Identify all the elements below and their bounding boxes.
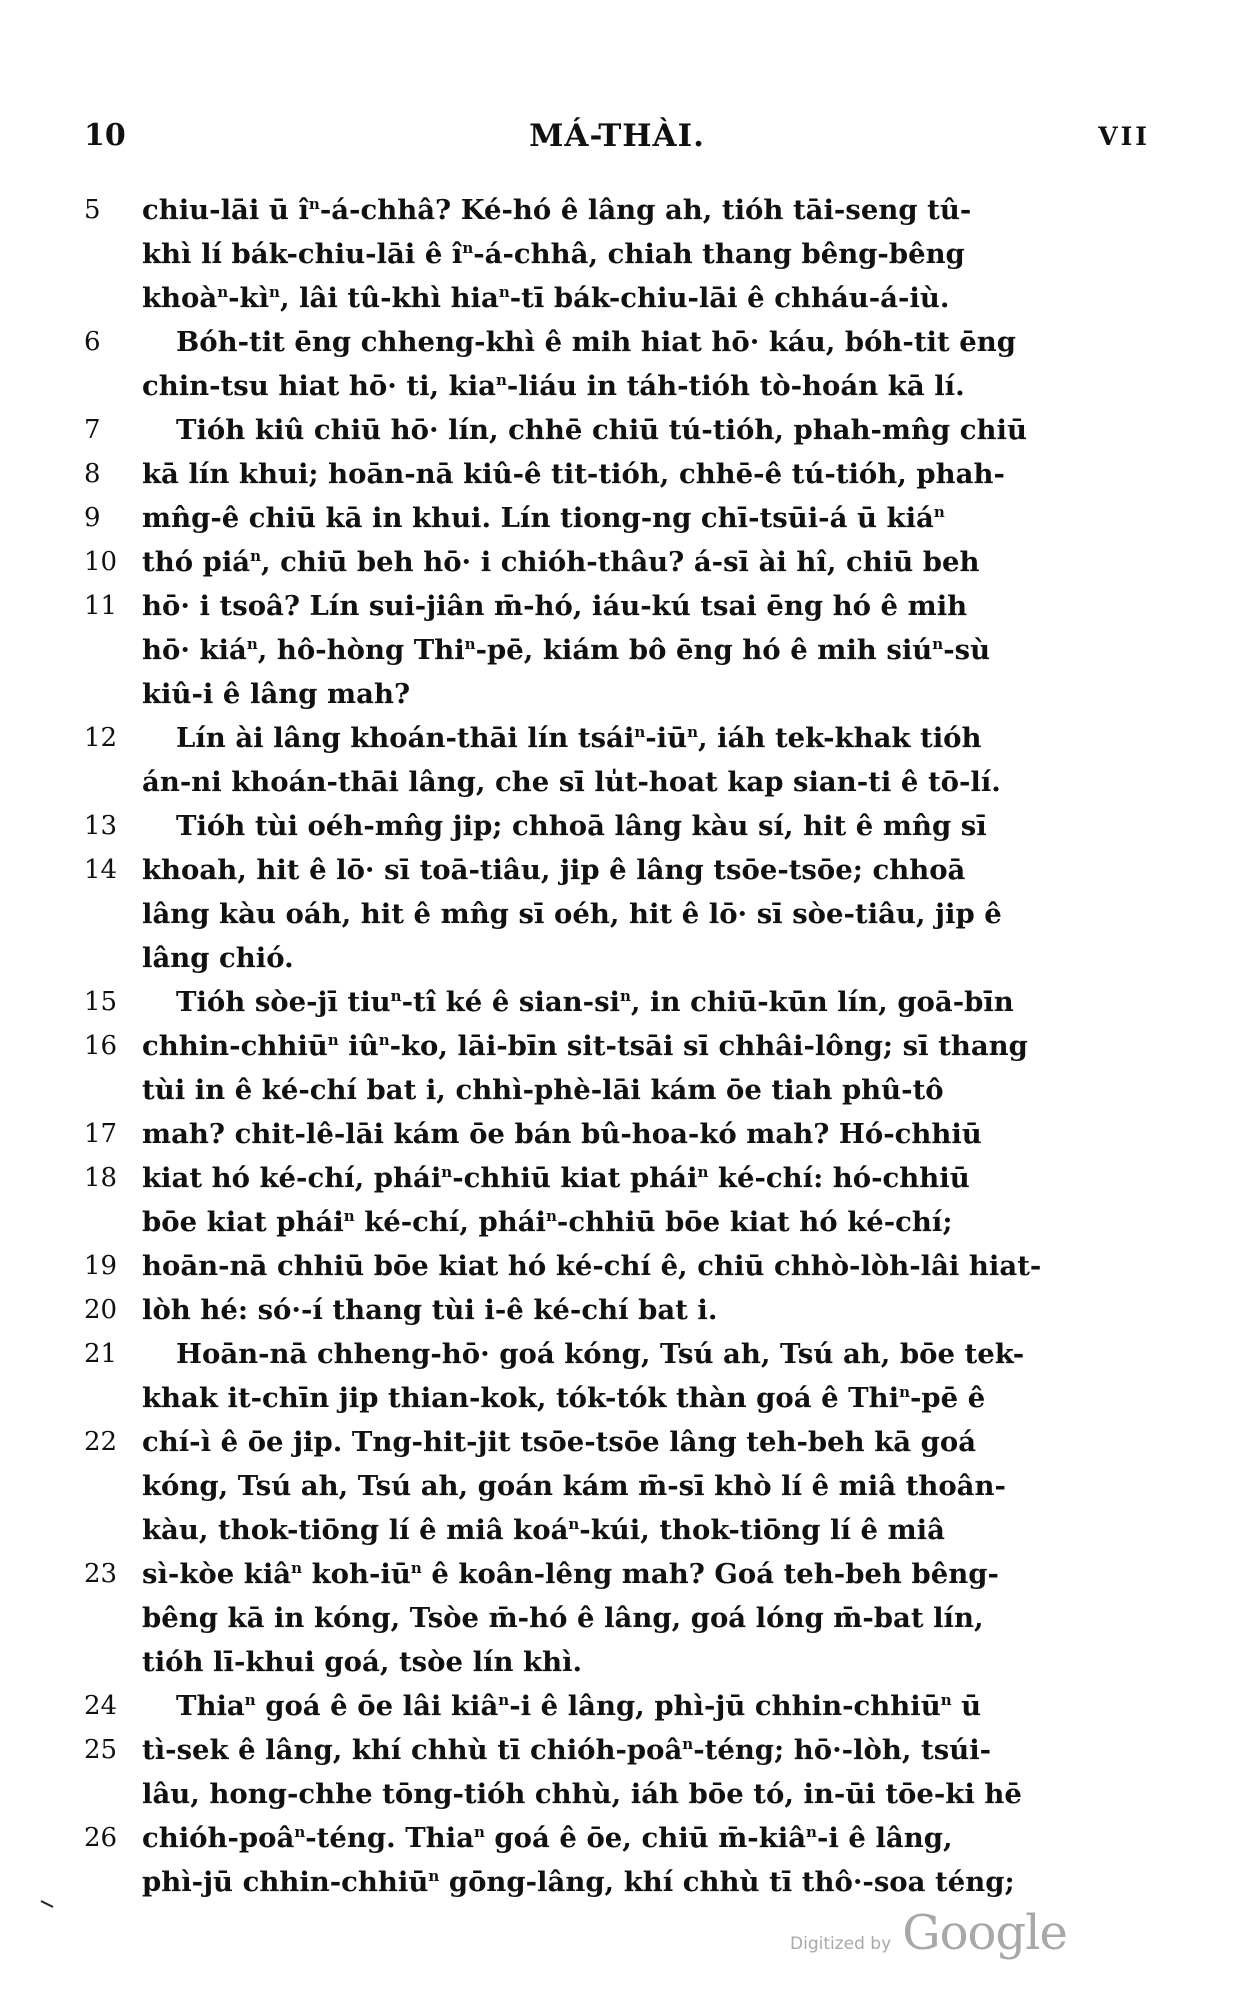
nasal-superscript: n	[473, 1822, 485, 1841]
verse-number: 10	[84, 547, 118, 577]
verse-number: 16	[84, 1031, 118, 1061]
text-line	[84, 1596, 1154, 1640]
nasal-superscript: n	[308, 194, 320, 213]
text-line	[84, 1244, 1154, 1288]
line-text: chí-ì ê ōe jip. Tng-hit-jit tsōe-tsōe lâng teh-beh kā goá	[142, 1426, 977, 1458]
verse-number: 22	[84, 1427, 118, 1457]
nasal-superscript: n	[462, 238, 474, 257]
nasal-superscript: n	[634, 722, 646, 741]
verse-number: 13	[84, 811, 118, 841]
line-text: Hoān-nā chheng-hō· goá kóng, Tsú ah, Tsú ah, bōe tek-	[176, 1338, 1025, 1370]
text-line	[84, 1112, 1154, 1156]
verse-number: 6	[84, 327, 101, 357]
chapter-number: VII	[1098, 122, 1150, 151]
nasal-superscript: n	[378, 1030, 390, 1049]
text-line	[84, 804, 1154, 848]
line-text: $khoà^n-kì^n$, lâi tû-khì hia$^n$-tī bák-chiu-lāi ê chháu-á-iù.	[142, 282, 950, 314]
verse-number: 25	[84, 1735, 118, 1765]
line-text: hoān-nā chhiū bōe kiat hó ké-chí ê, chiū chhò-lòh-lâi hiat-	[142, 1250, 1042, 1282]
text-line	[84, 540, 1154, 584]
line-text: bêng kā in kóng, Tsòe m̄-hó ê lâng, goá lóng m̄-bat lín,	[142, 1602, 984, 1634]
text-line	[84, 1024, 1154, 1068]
nasal-superscript: n	[940, 1690, 952, 1709]
nasal-superscript: n	[933, 502, 945, 521]
line-text: bōe kiat phái$^n$ ké-chí, phái$^n$-chhiū bōe kiat hó ké-chí;	[142, 1206, 953, 1238]
line-text: kā lín khui; hoān-nā kiû-ê tit-tióh, chhē-ê tú-tióh, phah-	[142, 458, 1005, 490]
line-text: thó piá$^n$, chiū beh hō· i chióh-thâu? á-sī ài hî, chiū beh	[142, 546, 980, 578]
digitized-label: Digitized by	[790, 1934, 892, 1954]
text-line	[84, 452, 1154, 496]
text-line	[84, 760, 1154, 804]
line-text: Bóh-tit ēng chheng-khì ê mih hiat hō· káu, bóh-tit ēng	[176, 326, 1016, 358]
nasal-superscript: n	[932, 634, 944, 653]
line-text: mn̂g-ê chiū kā in khui. Lín tiong-ng chī-tsūi-á ū kiá$^n$	[142, 502, 945, 534]
line-text: khoah, hit ê lō· sī toā-tiâu, jip ê lâng tsōe-tsōe; chhoā	[142, 854, 966, 886]
text-line	[84, 1068, 1154, 1112]
line-text: sì-kòe kiâ$^n$ koh-$iū^n$ ê koân-lêng mah? Goá teh-beh bêng-	[142, 1558, 999, 1590]
text-line	[84, 1860, 1154, 1904]
line-text: chin-tsu hiat hō· ti, kia$^n$-liáu in táh-tióh tò-hoán kā lí.	[142, 370, 965, 402]
line-text: kiat hó ké-chí, phái$^n$-chhiū kiat phái$^n$ ké-chí: hó-chhiū	[142, 1162, 970, 1194]
nasal-superscript: n	[464, 634, 476, 653]
text-line	[84, 320, 1154, 364]
running-title: MÁ-THÀI.	[529, 118, 705, 154]
verse-number: 26	[84, 1823, 118, 1853]
line-text: hō· kiá$^n$, hô-hòng Thi$^n$-pē, kiám bô ēng hó ê mih siú$^n$-sù	[142, 634, 991, 666]
text-line	[84, 1552, 1154, 1596]
line-text: Tióh kiû chiū hō· lín, chhē chiū tú-tióh, phah-mn̂g chiū	[176, 414, 1027, 446]
nasal-superscript: n	[498, 282, 510, 301]
verse-number: 24	[84, 1691, 118, 1721]
nasal-superscript: n	[269, 282, 280, 301]
nasal-superscript: n	[250, 546, 262, 565]
line-text: chióh-poâ$^n$-téng. Thia$^n$ goá ê ōe, chiū m̄-kiâ$^n$-i ê lâng,	[142, 1822, 953, 1854]
text-line	[84, 672, 1154, 716]
nasal-superscript: n	[343, 1206, 355, 1225]
verse-number: 15	[84, 987, 118, 1017]
line-text: mah? chit-lê-lāi kám ōe bán bû-hoa-kó mah? Hó-chhiū	[142, 1118, 982, 1150]
verse-number: 12	[84, 723, 118, 753]
text-line	[84, 1816, 1154, 1860]
verse-number: 9	[84, 503, 101, 533]
nasal-superscript: n	[291, 1558, 303, 1577]
line-text: lòh hé: só·-í thang tùi i-ê ké-chí bat i.	[142, 1294, 718, 1326]
verse-number: 11	[84, 591, 118, 621]
line-text: kóng, Tsú ah, Tsú ah, goán kám m̄-sī khò lí ê miâ thoân-	[142, 1470, 1006, 1502]
line-text: tióh lī-khui goá, tsòe lín khì.	[142, 1646, 583, 1678]
nasal-superscript: n	[428, 1866, 440, 1885]
text-line	[84, 496, 1154, 540]
text-line	[84, 1420, 1154, 1464]
line-text: tì-sek ê lâng, khí chhù tī chióh-poâ$^n$-téng; hō·-lòh, tsúi-	[142, 1734, 992, 1766]
nasal-superscript: n	[441, 1162, 453, 1181]
line-text: phì-jū chhin-chhiū$^n$ gōng-lâng, khí chhù tī thô·-soa téng;	[142, 1866, 1015, 1898]
nasal-superscript: n	[568, 1514, 580, 1533]
text-line	[84, 716, 1154, 760]
line-text: kàu, thok-tiōng lí ê miâ koá$^n$-kúi, thok-tiōng lí ê miâ	[142, 1514, 945, 1546]
text-line	[84, 1156, 1154, 1200]
verse-number: 14	[84, 855, 118, 885]
text-line	[84, 936, 1154, 980]
text-line	[84, 628, 1154, 672]
corner-mark	[40, 1900, 54, 1908]
text-line	[84, 848, 1154, 892]
digitized-watermark	[790, 1905, 1067, 1961]
verse-number: 5	[84, 195, 101, 225]
text-line	[84, 1684, 1154, 1728]
nasal-superscript: n	[546, 1206, 557, 1225]
line-text: Lín ài lâng khoán-thāi lín $tsái^n-iū^n$, iáh tek-khak tióh	[176, 722, 982, 754]
text-line	[84, 364, 1154, 408]
text-line	[84, 892, 1154, 936]
text-line	[84, 276, 1154, 320]
line-text: Tióh tùi oéh-mn̂g jip; chhoā lâng kàu sí, hit ê mn̂g sī	[176, 810, 987, 842]
text-line	[84, 1508, 1154, 1552]
nasal-superscript: n	[246, 634, 258, 653]
text-line	[84, 188, 1154, 232]
nasal-superscript: n	[498, 1690, 510, 1709]
verse-number: 19	[84, 1251, 118, 1281]
line-text: lâng chió.	[142, 942, 294, 974]
text-line	[84, 584, 1154, 628]
nasal-superscript: n	[390, 986, 402, 1005]
text-line	[84, 1772, 1154, 1816]
nasal-superscript: n	[244, 1690, 256, 1709]
text-line	[84, 1288, 1154, 1332]
text-line	[84, 408, 1154, 452]
text-line	[84, 232, 1154, 276]
nasal-superscript: n	[697, 1162, 709, 1181]
line-text: khak it-chīn jip thian-kok, tók-tók thàn goá ê Thi$^n$-pē ê	[142, 1382, 986, 1414]
text-line	[84, 1200, 1154, 1244]
line-text: án-ni khoán-thāi lâng, che sī lu̍t-hoat kap sian-ti ê tō-lí.	[142, 766, 1001, 798]
nasal-superscript: n	[327, 1030, 339, 1049]
verse-number: 21	[84, 1339, 118, 1369]
verse-number: 7	[84, 415, 101, 445]
line-text: khì lí bák-chiu-lāi ê $î^n-á$-chhâ, chiah thang bêng-bêng	[142, 238, 965, 270]
line-text: lâng kàu oáh, hit ê mn̂g sī oéh, hit ê lō· sī sòe-tiâu, jip ê	[142, 898, 1002, 930]
page-number: 10	[84, 118, 126, 153]
verse-number: 8	[84, 459, 101, 489]
nasal-superscript: n	[682, 1734, 694, 1753]
verse-number: 23	[84, 1559, 118, 1589]
nasal-superscript: n	[806, 1822, 817, 1841]
nasal-superscript: n	[410, 1558, 422, 1577]
line-text: chiu-lāi ū $î^n-á$-chhâ? Ké-hó ê lâng ah, tióh tāi-seng tû-	[142, 194, 972, 226]
line-text: Thia$^n$ goá ê ōe lâi kiâ$^n$-i ê lâng, phì-jū chhin-chhiū$^n$ ū	[176, 1690, 982, 1722]
google-logo: Google	[902, 1905, 1067, 1961]
text-line	[84, 1640, 1154, 1684]
line-text: Tióh sòe-jī tiu$^n$-tî ké ê sian-$si^n$, in chiū-kūn lín, goā-bīn	[176, 986, 1014, 1018]
nasal-superscript: n	[217, 282, 229, 301]
nasal-superscript: n	[495, 370, 507, 389]
line-text: chhin-chhiū$^n$ $iû^n-ko$, lāi-bīn sit-tsāi sī chhâi-lông; sī thang	[142, 1030, 1028, 1062]
text-line	[84, 1464, 1154, 1508]
verse-number: 18	[84, 1163, 118, 1193]
nasal-superscript: n	[294, 1822, 306, 1841]
verse-number: 20	[84, 1295, 118, 1325]
line-text: lâu, hong-chhe tōng-tióh chhù, iáh bōe tó, in-ūi tōe-ki hē	[142, 1778, 1022, 1810]
verse-number: 17	[84, 1119, 118, 1149]
text-line	[84, 1376, 1154, 1420]
text-line	[84, 1332, 1154, 1376]
line-text: kiû-i ê lâng mah?	[142, 678, 411, 710]
line-text: hō· i tsoâ? Lín sui-jiân m̄-hó, iáu-kú tsai ēng hó ê mih	[142, 590, 968, 622]
nasal-superscript: n	[620, 986, 631, 1005]
text-line	[84, 1728, 1154, 1772]
line-text: tùi in ê ké-chí bat i, chhì-phè-lāi kám ōe tiah phû-tô	[142, 1074, 944, 1106]
running-header	[84, 118, 1150, 158]
text-line	[84, 980, 1154, 1024]
text-body	[84, 188, 1154, 1904]
nasal-superscript: n	[899, 1382, 910, 1401]
nasal-superscript: n	[687, 722, 698, 741]
